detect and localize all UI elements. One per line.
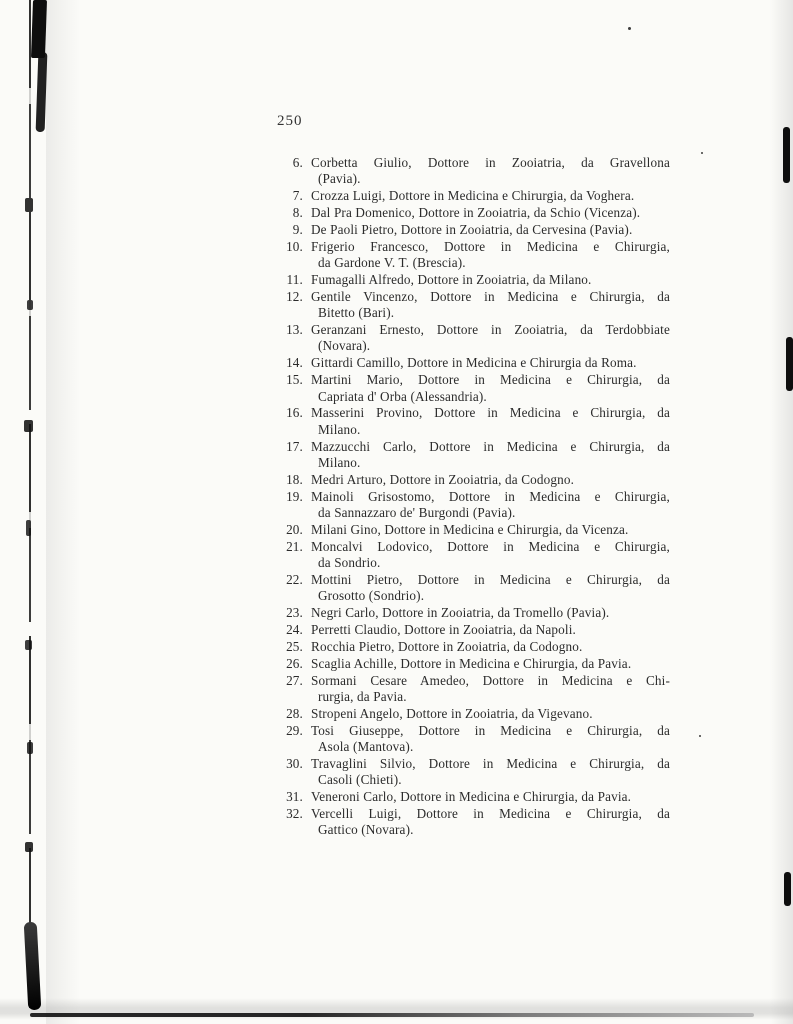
list-item — [278, 155, 670, 188]
list-item — [278, 622, 670, 638]
entry-text — [311, 522, 670, 538]
entry-line: Martini Mario, Dottore in Medicina e Chirurgia, da — [311, 372, 670, 388]
list-item — [278, 605, 670, 621]
binding-tick — [27, 300, 33, 310]
entry-text — [311, 188, 670, 204]
binding-tick — [26, 520, 31, 536]
entry-text — [311, 289, 670, 322]
list-item — [278, 239, 670, 272]
entry-text — [311, 539, 670, 572]
entry-line: Crozza Luigi, Dottore in Medicina e Chirurgia, da Voghera. — [311, 188, 635, 204]
list-item — [278, 355, 670, 371]
entry-line: Rocchia Pietro, Dottore in Zooiatria, da Codogno. — [311, 638, 583, 654]
entry-line: Sormani Cesare Amedeo, Dottore in Medicina e Chi- — [311, 672, 670, 688]
entry-line: Gittardi Camillo, Dottore in Medicina e Chirurgia da Roma. — [311, 355, 637, 371]
list-item — [278, 489, 670, 522]
entry-number: 29. — [286, 722, 303, 738]
entry-text — [311, 622, 670, 638]
list-item — [278, 639, 670, 655]
entry-number: 31. — [286, 789, 303, 805]
binding-tick — [27, 742, 33, 754]
entry-line: Casoli (Chieti). — [318, 772, 402, 788]
entry-line: Tosi Giuseppe, Dottore in Medicina e Chirurgia, da — [311, 722, 670, 738]
binding-tick — [25, 640, 32, 650]
entry-line: Asola (Mantova). — [318, 739, 414, 755]
binding-mark — [36, 52, 48, 132]
entry-text — [311, 272, 670, 288]
entry-line: Masserini Provino, Dottore in Medicina e Chirurgia, da — [311, 405, 670, 421]
entry-number: 6. — [292, 155, 303, 170]
list-item — [278, 572, 670, 605]
list-item — [278, 789, 670, 805]
entry-text — [311, 723, 670, 756]
entry-text — [311, 439, 670, 472]
binding-mark — [31, 0, 47, 58]
entry-line: Bitetto (Bari). — [318, 305, 395, 321]
entry-line: da Sannazzaro de' Burgondi (Pavia). — [318, 504, 516, 520]
entry-line: Veneroni Carlo, Dottore in Medicina e Chirurgia, da Pavia. — [311, 789, 632, 805]
list-item — [278, 439, 670, 472]
entry-number: 12. — [286, 288, 303, 304]
ink-speck — [701, 152, 703, 154]
right-edge-mark — [783, 127, 790, 183]
entry-line: Scaglia Achille, Dottore in Medicina e Chirurgia, da Pavia. — [311, 655, 632, 671]
entry-line: Grosotto (Sondrio). — [318, 588, 425, 604]
entry-line: Vercelli Luigi, Dottore in Medicina e Chirurgia, da — [311, 806, 670, 822]
list-item — [278, 656, 670, 672]
list-item — [278, 272, 670, 288]
entry-line: Mottini Pietro, Dottore in Medicina e Chirurgia, da — [311, 571, 670, 587]
entry-number: 30. — [286, 755, 303, 771]
entry-line: Corbetta Giulio, Dottore in Zooiatria, da Gravellona — [311, 155, 670, 170]
entry-line: Capriata d' Orba (Alessandria). — [318, 388, 487, 404]
list-item — [278, 322, 670, 355]
list-item — [278, 806, 670, 839]
entry-number: 15. — [286, 372, 303, 388]
entry-text — [311, 472, 670, 488]
entry-line: Negri Carlo, Dottore in Zooiatria, da Tromello (Pavia). — [311, 605, 610, 621]
entry-text — [311, 405, 670, 438]
entry-text — [311, 322, 670, 355]
entry-text — [311, 372, 670, 405]
entry-line: Gentile Vincenzo, Dottore in Medicina e Chirurgia, da — [311, 288, 670, 304]
entry-number: 13. — [286, 322, 303, 338]
binding-tick — [25, 198, 33, 212]
entry-line: Milani Gino, Dottore in Medicina e Chirurgia, da Vicenza. — [311, 521, 629, 537]
entry-number: 7. — [292, 188, 303, 204]
entry-line: da Gardone V. T. (Brescia). — [318, 255, 466, 271]
list-item — [278, 222, 670, 238]
entry-line: (Pavia). — [318, 171, 361, 187]
entry-number: 20. — [286, 521, 303, 537]
entry-text — [311, 572, 670, 605]
entry-number: 18. — [286, 471, 303, 487]
binding-mark — [24, 922, 42, 1011]
page-right-shading — [770, 0, 793, 1024]
ink-speck — [628, 27, 631, 30]
entry-number: 11. — [286, 272, 303, 288]
entry-line: Travaglini Silvio, Dottore in Medicina e Chirurgia, da — [311, 755, 670, 771]
list-item — [278, 756, 670, 789]
entry-number: 17. — [286, 438, 303, 454]
entry-line: Gattico (Novara). — [318, 822, 414, 838]
list-item — [278, 673, 670, 706]
right-edge-mark — [786, 337, 793, 391]
entry-line: da Sondrio. — [318, 555, 381, 571]
entry-number: 22. — [286, 571, 303, 587]
page-number: 250 — [277, 113, 303, 129]
entry-text — [311, 205, 670, 221]
entry-line: Mainoli Grisostomo, Dottore in Medicina e Chirurgia, — [311, 488, 670, 504]
list-item — [278, 539, 670, 572]
entry-line: Medri Arturo, Dottore in Zooiatria, da Codogno. — [311, 471, 575, 487]
entry-text — [311, 239, 670, 272]
entry-line: Dal Pra Domenico, Dottore in Zooiatria, da Schio (Vicenza). — [311, 205, 641, 221]
entry-line: Milano. — [318, 454, 361, 470]
list-item — [278, 723, 670, 756]
entry-text — [311, 656, 670, 672]
list-item — [278, 205, 670, 221]
entry-number: 14. — [286, 355, 303, 371]
entry-number: 8. — [292, 205, 303, 221]
list-item — [278, 706, 670, 722]
entry-text — [311, 706, 670, 722]
entry-list — [278, 155, 670, 839]
entry-number: 23. — [286, 605, 303, 621]
entry-number: 21. — [286, 538, 303, 554]
entry-line: Mazzucchi Carlo, Dottore in Medicina e Chirurgia, da — [311, 438, 670, 454]
entry-line: (Novara). — [318, 338, 371, 354]
entry-text — [311, 155, 670, 188]
entry-line: Fumagalli Alfredo, Dottore in Zooiatria, da Milano. — [311, 272, 592, 288]
entry-number: 9. — [292, 221, 303, 237]
entry-line: rurgia, da Pavia. — [318, 688, 407, 704]
list-item — [278, 188, 670, 204]
entry-number: 19. — [286, 488, 303, 504]
right-edge-mark — [784, 872, 791, 906]
page-left-shading — [46, 0, 80, 1024]
entry-line: Geranzani Ernesto, Dottore in Zooiatria, da Terdobbiate — [311, 322, 670, 338]
entry-text — [311, 639, 670, 655]
entry-text — [311, 673, 670, 706]
entry-number: 25. — [286, 638, 303, 654]
entry-text — [311, 605, 670, 621]
list-item — [278, 522, 670, 538]
list-item — [278, 289, 670, 322]
entry-text — [311, 789, 670, 805]
entry-line: Stropeni Angelo, Dottore in Zooiatria, da Vigevano. — [311, 705, 593, 721]
list-item — [278, 472, 670, 488]
entry-line: Milano. — [318, 421, 361, 437]
entry-text — [311, 489, 670, 522]
entry-text — [311, 222, 670, 238]
bottom-edge-line — [30, 1013, 754, 1017]
entry-text — [311, 756, 670, 789]
entry-line: Perretti Claudio, Dottore in Zooiatria, da Napoli. — [311, 622, 576, 637]
entry-line: Frigerio Francesco, Dottore in Medicina e Chirurgia, — [311, 238, 670, 254]
binding-line — [29, 0, 31, 1008]
binding-tick — [25, 842, 33, 852]
ink-speck — [699, 735, 701, 737]
entry-text — [311, 806, 670, 839]
entry-line: Moncalvi Lodovico, Dottore in Medicina e Chirurgia, — [311, 538, 670, 554]
entry-line: De Paoli Pietro, Dottore in Zooiatria, da Cervesina (Pavia). — [311, 221, 633, 237]
list-item — [278, 405, 670, 438]
entry-number: 28. — [286, 705, 303, 721]
entry-number: 24. — [286, 622, 303, 637]
page-bottom-shading — [0, 998, 793, 1020]
entry-number: 27. — [286, 672, 303, 688]
entry-text — [311, 355, 670, 371]
list-item — [278, 372, 670, 405]
entry-number: 16. — [286, 405, 303, 421]
binding-tick — [24, 420, 33, 432]
entry-number: 32. — [286, 806, 303, 822]
entry-number: 26. — [286, 655, 303, 671]
entry-number: 10. — [286, 238, 303, 254]
